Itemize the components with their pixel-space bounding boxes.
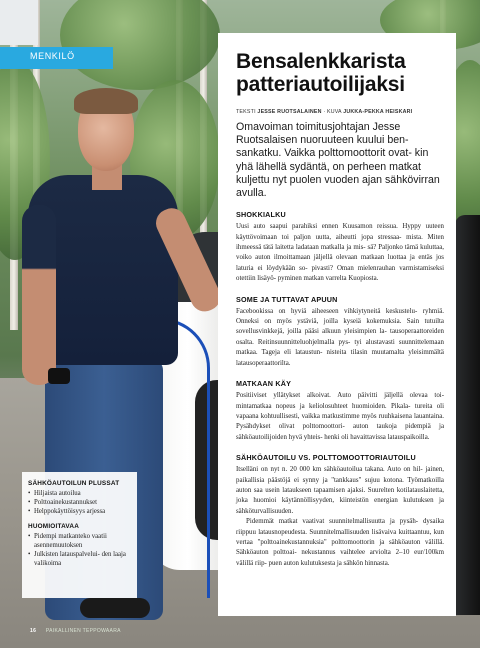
- byline-text-label: TEKSTI: [236, 109, 256, 115]
- list-item: • Hiljaista autoilua: [28, 489, 131, 498]
- byline-text-author: JESSE RUOTSALAINEN: [257, 109, 322, 115]
- article-lead: Omavoiman toimitusjohtajan Jesse Ruotsalaisen nuoruuteen kuului ben- sankatku. Vaikka polttomoottorit ovat- kin yhä lähellä sydäntä, on perheen matkat kuljettu nyt puolen vuoden ajan sähkövirran avulla.: [236, 121, 440, 200]
- page-footer: [30, 628, 121, 634]
- publication-name: PAIKALLINEN TEPPOWAARA: [45, 628, 121, 634]
- person-hair: [74, 88, 138, 114]
- section-heading: SÄHKÖAUTOILU VS. POLTTOMOOTTORIAUTOILU: [236, 453, 416, 463]
- tree-foliage: [60, 0, 220, 90]
- section-body: Uusi auto saapui parahiksi ennen Kuusamon reissua. Hyppy uuteen käyttövoimaan toi paljon uutta, aiheutti jopa stressaa- mista. Miten ihmeessä tätä laitetta ladataan matkalla ja mis- sä? Paljonko tämä kuluttaa, voiko auton ilmoittamaan jäljellä olevaan matkaan luottaa ja entäs jos laturia ei löydykään so- pivasti? Oman mielenrauhan varmistamiseksi otettiin lisäyö- pyminen matkan varrelta Kuopiosta.: [236, 223, 444, 283]
- section-body-continued: Pidemmät matkat vaativat suunnitelmallisuutta ja pysäh- dysaika riippuu latausnopeudesta. Suunnitelmallisuuden lisävaiva kuittaantuu, kun vertaa "polttoainekustannuksia" polttomoottorin ja sähköauton välillä. Sähköauton polttoai- nekustannus vaihtelee arviolta 2–10 eur/100km välillä riip- puen auton kulutuksesta ja sähkön hinnasta.: [236, 518, 444, 567]
- pros-list: [28, 489, 131, 517]
- article-panel: [218, 33, 456, 616]
- wristwatch: [48, 368, 70, 384]
- list-item: • Helppokäyttöisyys arjessa: [28, 507, 131, 516]
- notes-heading: HUOMIOITAVAA: [28, 522, 80, 530]
- byline-photo-label: · KUVA: [323, 109, 342, 115]
- byline-photo-author: JUKKA-PEKKA HEISKARI: [343, 109, 413, 115]
- section-heading: SOME JA TUTTAVAT APUUN: [236, 294, 338, 304]
- dark-car: [455, 215, 480, 615]
- title-line: Bensalenkkarista: [236, 50, 406, 73]
- list-item: • Polttoainekustannukset: [28, 498, 131, 507]
- list-item: • Julkisten latauspalvelui- den laaja valikoima: [28, 550, 131, 568]
- section-heading: SHOKKIALKU: [236, 210, 286, 220]
- person-arm: [22, 205, 56, 385]
- page-number: 16: [30, 628, 37, 634]
- pros-heading: SÄHKÖAUTOILUN PLUSSAT: [28, 480, 120, 487]
- section-heading: MATKAAN KÄY: [236, 379, 292, 389]
- section-body: Facebookissa on hyviä aiheeseen vihkiytyneitä keskustelu- ryhmiä. Onneksi on myös ystäviä, joilla kyseiä kokemuksia. Sain tutuilta sovellusvinkkejä, joilla pääsi alkuun yleisimpien la- tausoperaattoreiden osalta. Reitinsuunnitteluohjelmalla pys- tyi alustavasti suunnittelemaan matkaa. Tageja eli lataustun- nisteita tilasin muutamalta yleisimmältä latausoperaattorilta.: [236, 307, 444, 367]
- building-corner: [0, 0, 38, 45]
- pros-box: [22, 472, 137, 598]
- section-body: Positiiviset yllätykset alkoivat. Auto päivitti jäljellä olevaa toi- mintamatkaa nopeus ja keliolosuhteet huomioiden. Pikala- tureita oli vapaana kohtuullisesti, vaikka matkustimme myös ruuhkaisena lauantaina. Pysähdykset olivat polttomoottori- auton taukoja pidempiä ja sähköautoilijoiden hyvä yhteis- henki oli havaittavissa latauspaikoilla.: [236, 392, 444, 441]
- list-item: • Pidempi matkanteko vaatii asennemuutoksen: [28, 532, 131, 550]
- section-tag: [0, 47, 113, 69]
- notes-list: [28, 532, 131, 569]
- byline: [236, 109, 444, 115]
- section-label: MENKILÖ: [30, 51, 75, 61]
- article-title: [236, 50, 444, 96]
- section-body: Itselläni on nyt n. 20 000 km sähköautoilua takana. Auto on hil- jainen, paikallisia päästöjä ei synny ja "tankkaus" sujuu kotona. Työmatkoilla auton saa usein lataukseen tapaamisen ajaksi. Suurelten kotilatauslaitetta, joka huomioi käytännöllisyyden, kiinteistön energian kulutuksen ja sähköturvallisuuden.: [236, 466, 444, 515]
- title-line: patteriautoilijaksi: [236, 73, 405, 96]
- person-shoe: [80, 598, 150, 618]
